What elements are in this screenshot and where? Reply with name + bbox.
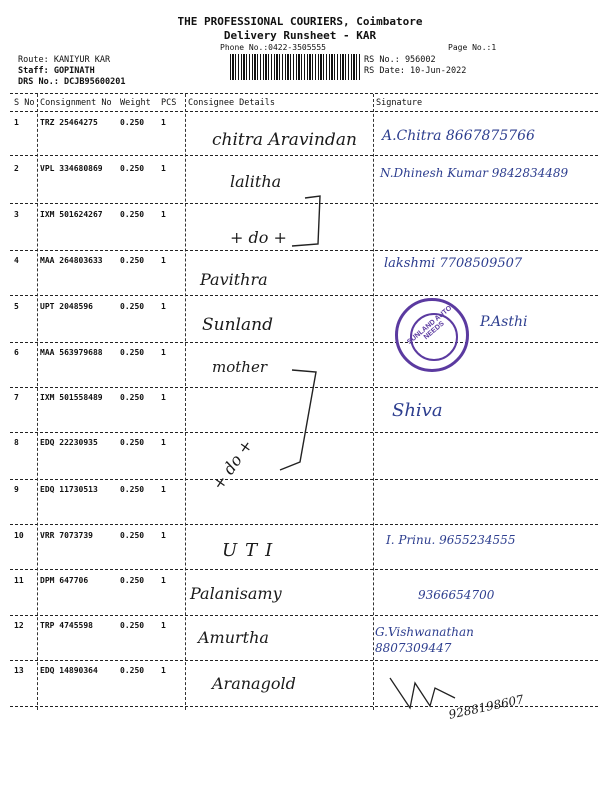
cell-sno: 13 [14,666,24,675]
row-divider [10,155,598,156]
cell-pcs: 1 [161,621,166,630]
col-sno: S No [14,98,35,108]
handwritten-signature: N.Dhinesh Kumar 9842834489 [380,166,569,180]
cell-weight: 0.250 [120,485,145,494]
header-rule-bottom [10,111,598,112]
cell-pcs: 1 [161,210,166,219]
cell-weight: 0.250 [120,666,145,675]
cell-sno: 6 [14,348,19,357]
handwritten-consignee: chitra Aravindan [212,130,357,150]
row-divider [10,615,598,616]
cell-consignment: UPT 2048596 [40,302,93,311]
handwritten-signature: P.Asthi [480,314,528,330]
row-divider [10,660,598,661]
cell-weight: 0.250 [120,118,145,127]
cell-consignment: EDQ 11730513 [40,485,98,494]
cell-pcs: 1 [161,118,166,127]
header-rule-top [10,93,598,94]
cell-pcs: 1 [161,576,166,585]
handwritten-consignee: Pavithra [200,270,268,289]
col-consignment: Consignment No [40,98,112,108]
route-label: Route: KANIYUR KAR [18,55,111,65]
row-divider [10,569,598,570]
cell-sno: 9 [14,485,19,494]
cell-pcs: 1 [161,531,166,540]
cell-weight: 0.250 [120,438,145,447]
handwritten-signature: Shiva [392,400,443,421]
cell-sno: 11 [14,576,24,585]
cell-sno: 2 [14,164,19,173]
cell-pcs: 1 [161,666,166,675]
handwritten-consignee: mother [212,358,267,376]
cell-weight: 0.250 [120,256,145,265]
cell-pcs: 1 [161,348,166,357]
col-divider [37,94,38,710]
phone-number: Phone No.:0422-3505555 [220,43,326,52]
handwritten-signature: lakshmi 7708509507 [384,256,523,271]
drs-number: DRS No.: DCJB95600201 [18,77,126,87]
cell-pcs: 1 [161,302,166,311]
handwritten-consignee: lalitha [230,172,282,191]
cell-sno: 3 [14,210,19,219]
cell-sno: 4 [14,256,19,265]
barcode [230,54,360,80]
cell-consignment: TRZ 25464275 [40,118,98,127]
company-name: THE PROFESSIONAL COURIERS, Coimbatore [177,15,423,28]
cell-pcs: 1 [161,438,166,447]
cell-sno: 7 [14,393,19,402]
col-signature: Signature [376,98,423,108]
sheet-title: Delivery Runsheet - KAR [223,29,377,42]
cell-pcs: 1 [161,485,166,494]
handwritten-consignee: UTI [222,540,281,561]
cell-weight: 0.250 [120,302,145,311]
handwritten-consignee: Amurtha [198,628,269,647]
staff-label: Staff: GOPINATH [18,66,95,76]
handwritten-consignee: Aranagold [212,674,296,693]
cell-weight: 0.250 [120,210,145,219]
handwritten-signature: A.Chitra 8667875766 [382,128,535,144]
cell-weight: 0.250 [120,531,145,540]
cell-consignment: IXM 501624267 [40,210,103,219]
cell-consignment: MAA 264803633 [40,256,103,265]
cell-sno: 12 [14,621,24,630]
cell-pcs: 1 [161,256,166,265]
col-consignee: Consignee Details [188,98,275,108]
cell-weight: 0.250 [120,164,145,173]
cell-weight: 0.250 [120,621,145,630]
company-stamp: SUNLAND AUTO NEEDS [395,298,469,372]
cell-consignment: TRP 4745598 [40,621,93,630]
cell-sno: 1 [14,118,19,127]
col-weight: Weight [120,98,151,108]
cell-sno: 10 [14,531,24,540]
cell-weight: 0.250 [120,393,145,402]
handwritten-signature: G.Vishwanathan 8807309447 [375,625,474,655]
ditto-brackets [180,180,340,480]
signature-scribble [385,668,465,718]
cell-consignment: EDQ 14890364 [40,666,98,675]
cell-consignment: EDQ 22230935 [40,438,98,447]
handwritten-signature: I. Prinu. 9655234555 [386,533,516,547]
col-divider [373,94,374,710]
cell-consignment: IXM 501558489 [40,393,103,402]
rs-number: RS No.: 956002 [364,55,436,65]
col-pcs: PCS [161,98,177,108]
cell-consignment: MAA 563979688 [40,348,103,357]
handwritten-consignee: + do + [208,435,257,494]
handwritten-consignee: Sunland [202,315,273,335]
cell-consignment: DPM 647706 [40,576,89,585]
handwritten-signature: 9288198607 [447,692,525,722]
rs-date: RS Date: 10-Jun-2022 [364,66,467,76]
cell-pcs: 1 [161,164,166,173]
page-number: Page No.:1 [448,43,497,52]
cell-pcs: 1 [161,393,166,402]
cell-sno: 5 [14,302,19,311]
cell-consignment: VRR 7073739 [40,531,93,540]
cell-weight: 0.250 [120,348,145,357]
cell-consignment: VPL 334680869 [40,164,103,173]
cell-sno: 8 [14,438,19,447]
handwritten-consignee: + do + [230,228,287,247]
cell-weight: 0.250 [120,576,145,585]
handwritten-signature: 9366654700 [418,588,495,602]
row-divider [10,524,598,525]
handwritten-consignee: Palanisamy [190,584,282,603]
